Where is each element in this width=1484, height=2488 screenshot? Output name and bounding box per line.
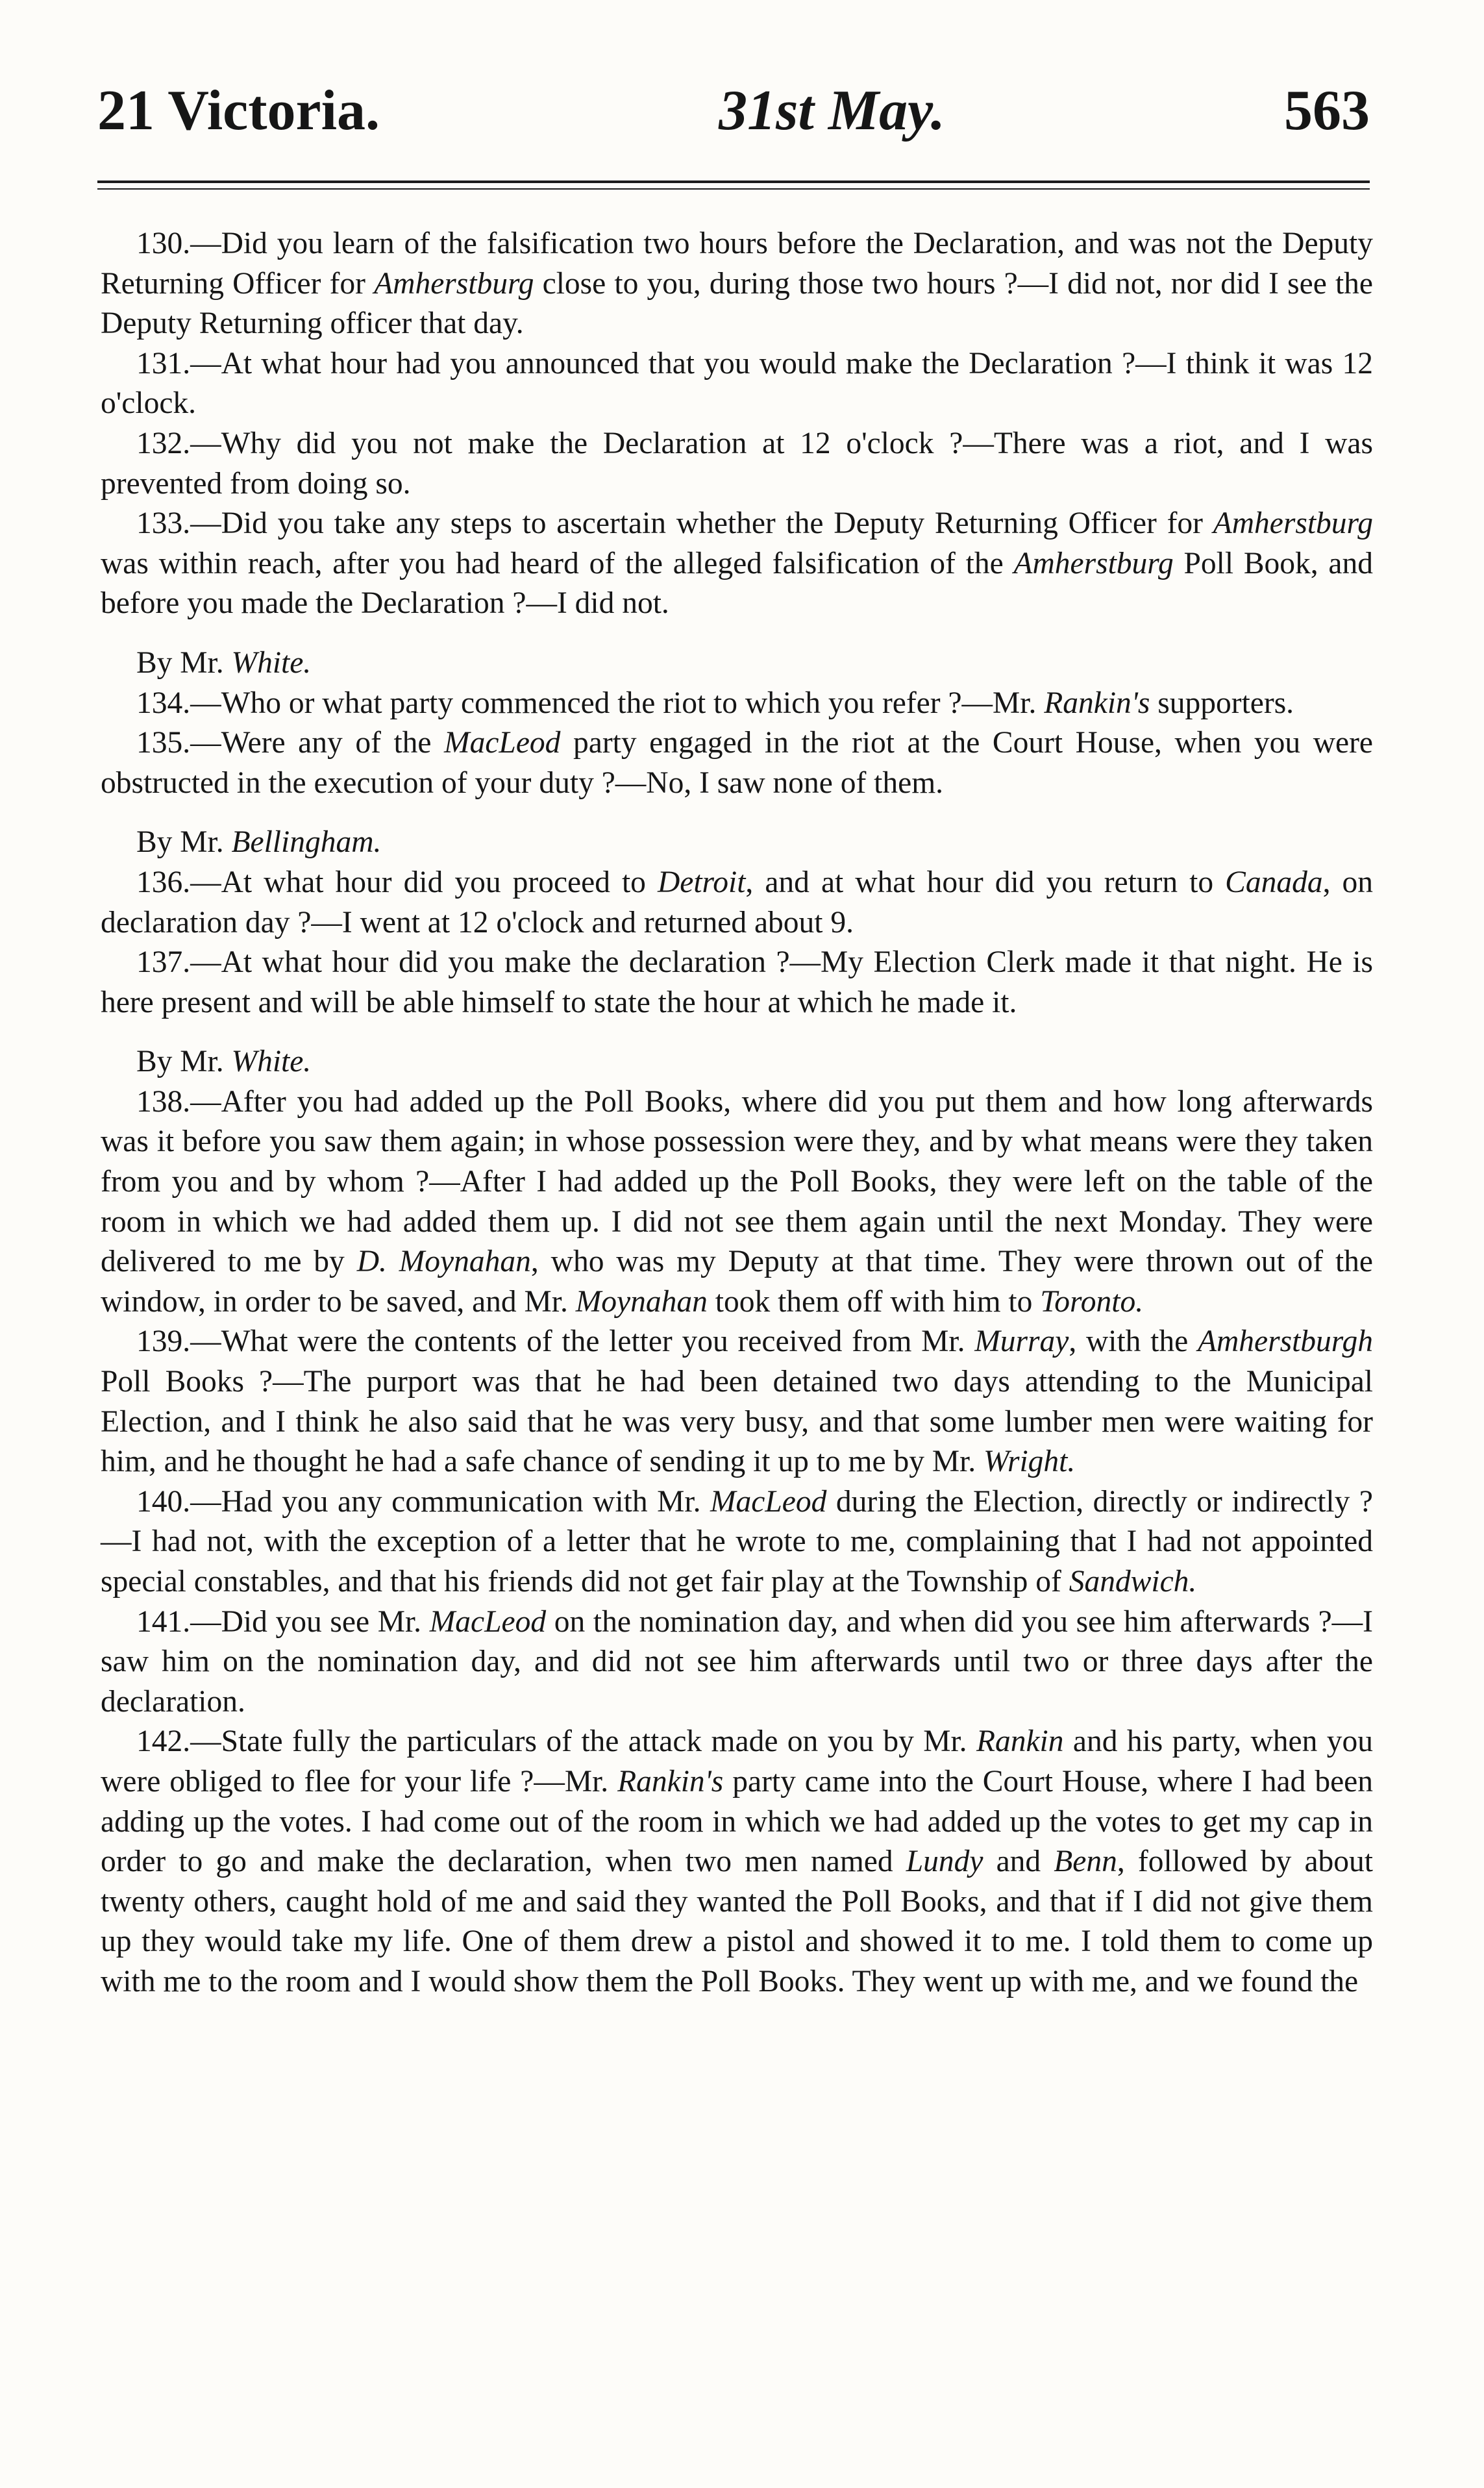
text-run: By Mr. bbox=[136, 645, 232, 680]
italic-name: Rankin's bbox=[1044, 686, 1150, 720]
header-rule-thick bbox=[97, 180, 1370, 183]
testimony-paragraph bbox=[101, 1322, 1373, 1482]
text-run: supporters. bbox=[1150, 686, 1294, 720]
text-run: 142.—State fully the particulars of the attack made on you by Mr. bbox=[136, 1724, 976, 1759]
italic-name: Bellingham. bbox=[231, 825, 382, 860]
text-run: on the nomination day, and when did you see him afterwards ?—I saw him on the nomination day, and did not see him afterwards until two or three days after the declaration. bbox=[101, 1604, 1373, 1719]
page-header bbox=[97, 78, 1370, 149]
italic-name: Rankin bbox=[976, 1724, 1064, 1759]
text-run: 134.—Who or what party commenced the riot to which you refer ?—Mr. bbox=[136, 686, 1045, 720]
testimony-paragraph bbox=[101, 863, 1373, 943]
italic-name: D. Moynahan bbox=[356, 1245, 531, 1279]
page-number: 563 bbox=[1284, 79, 1370, 142]
italic-name: Amherstburg bbox=[1213, 506, 1373, 541]
text-run: 132.—Why did you not make the Declaration at 12 o'clock ?—There was a riot, and I was prevented from doing so. bbox=[101, 426, 1373, 501]
text-run: 138.—After you had added up the Poll Books, where did you put them and how long afterwards was it before you saw them again; in whose possession were they, and by what means were they taken from you and by whom ?—After I had added up the Poll Books, they were left on the table of the room in which we had added them up. I did not see them again until the next Monday. They were delivered to me by bbox=[101, 1084, 1373, 1279]
italic-name: Rankin's bbox=[617, 1764, 724, 1798]
testimony-paragraph bbox=[101, 344, 1373, 424]
italic-name: White. bbox=[231, 1045, 312, 1079]
testimony-paragraph bbox=[101, 684, 1373, 724]
text-run: 137.—At what hour did you make the declaration ?—My Election Clerk made it that night. He is here present and will be able himself to state the hour at which he made it. bbox=[101, 945, 1373, 1019]
text-run: 135.—Were any of the bbox=[136, 726, 445, 760]
testimony-paragraph bbox=[101, 224, 1373, 344]
text-run: , with the bbox=[1069, 1325, 1198, 1359]
text-run: and bbox=[983, 1845, 1054, 1879]
testimony-paragraph bbox=[101, 504, 1373, 624]
italic-name: Amherstburgh bbox=[1197, 1325, 1373, 1359]
text-run: Poll Book, and before you made the Declaration ?—I did not. bbox=[101, 546, 1374, 621]
italic-name: Toronto. bbox=[1040, 1284, 1144, 1319]
header-regnal-year: 21 Victoria. bbox=[97, 79, 380, 142]
text-run: during the Election, directly or indirectly ?—I had not, with the exception of a letter that he wrote to me, complaining that I had not appointed special constables, and that his friends did not get fair play at the Township of bbox=[101, 1484, 1373, 1599]
italic-name: Benn bbox=[1054, 1845, 1117, 1879]
testimony-paragraph bbox=[101, 723, 1373, 803]
text-run: By Mr. bbox=[136, 825, 232, 860]
italic-name: Sandwich. bbox=[1069, 1565, 1197, 1599]
text-run: was within reach, after you had heard of the alleged falsification of the bbox=[101, 546, 1014, 580]
examiner-heading bbox=[101, 1042, 1373, 1082]
examiner-heading bbox=[101, 643, 1373, 684]
text-run: , on declaration day ?—I went at 12 o'clock and returned about 9. bbox=[101, 865, 1373, 939]
italic-name: Murray bbox=[974, 1325, 1069, 1359]
header-date: 31st May. bbox=[719, 79, 945, 142]
text-run: , followed by about twenty others, caught hold of me and said they wanted the Poll Books, and that if I did not give them up they would take my life. One of them drew a pistol and showed it to me. I told them to come up with me to the room and I would show them the Poll Books. They went up with me, and we found the bbox=[101, 1845, 1373, 1998]
text-run: 133.—Did you take any steps to ascertain whether the Deputy Returning Officer for bbox=[136, 506, 1213, 541]
text-run: , who was my Deputy at that time. They were thrown out of the window, in order to be saved, and Mr. bbox=[101, 1245, 1373, 1319]
text-run: 131.—At what hour had you announced that you would make the Declaration ?—I think it was 12 o'clock. bbox=[101, 346, 1373, 421]
testimony-paragraph bbox=[101, 1722, 1373, 2002]
text-run: By Mr. bbox=[136, 1045, 232, 1079]
testimony-paragraph bbox=[101, 943, 1373, 1023]
testimony-paragraph bbox=[101, 424, 1373, 504]
document-body bbox=[101, 224, 1373, 2002]
text-run: 130.—Did you learn of the falsification two hours before the Declaration, and was not the Deputy Returning Officer for bbox=[101, 227, 1373, 301]
text-run: Poll Books ?—The purport was that he had been detained two days attending to the Municipal Election, and I think he also said that he was very busy, and that some lumber men were waiting for him, and he thought he had a safe chance of sending it up to me by Mr. bbox=[101, 1365, 1373, 1479]
italic-name: MacLeod bbox=[444, 726, 561, 760]
text-run: party engaged in the riot at the Court House, when you were obstructed in the execution of your duty ?—No, I saw none of them. bbox=[101, 726, 1373, 800]
text-run: 139.—What were the contents of the letter you received from Mr. bbox=[136, 1325, 975, 1359]
text-run: , and at what hour did you return to bbox=[745, 865, 1226, 899]
text-run: and his party, when you were obliged to flee for your life ?—Mr. bbox=[101, 1724, 1373, 1798]
italic-name: Lundy bbox=[906, 1845, 983, 1879]
italic-name: Wright. bbox=[983, 1445, 1076, 1479]
italic-name: Canada bbox=[1225, 865, 1323, 899]
testimony-paragraph bbox=[101, 1082, 1373, 1323]
text-run: party came into the Court House, where I had been adding up the votes. I had come out of the room in which we had added up the votes to get my cap in order to go and make the declaration, when two men named bbox=[101, 1764, 1374, 1879]
text-run: 141.—Did you see Mr. bbox=[136, 1604, 430, 1639]
italic-name: Detroit bbox=[657, 865, 746, 899]
text-run: took them off with him to bbox=[707, 1284, 1041, 1319]
examiner-heading bbox=[101, 823, 1373, 863]
testimony-paragraph bbox=[101, 1602, 1373, 1723]
text-run: 140.—Had you any communication with Mr. bbox=[136, 1484, 710, 1519]
italic-name: MacLeod bbox=[429, 1604, 547, 1639]
header-rule-thin bbox=[97, 188, 1370, 190]
testimony-paragraph bbox=[101, 1482, 1373, 1602]
italic-name: Moynahan bbox=[575, 1284, 708, 1319]
italic-name: White. bbox=[231, 645, 312, 680]
italic-name: MacLeod bbox=[710, 1484, 827, 1519]
italic-name: Amherstburg bbox=[1013, 546, 1174, 580]
text-run: 136.—At what hour did you proceed to bbox=[136, 865, 658, 899]
text-run: close to you, during those two hours ?—I did not, nor did I see the Deputy Returning officer that day. bbox=[101, 266, 1374, 341]
italic-name: Amherstburg bbox=[374, 266, 534, 301]
